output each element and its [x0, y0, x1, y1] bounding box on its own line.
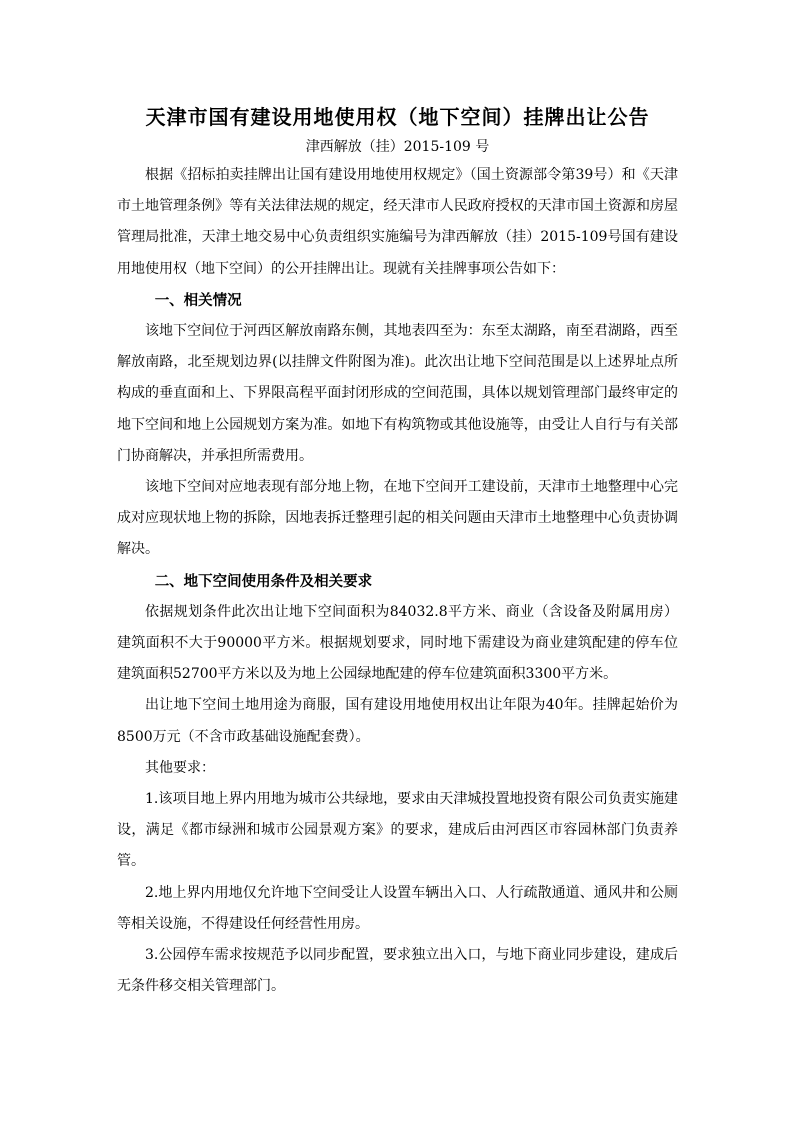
body-paragraph: 出让地下空间土地用途为商服，国有建设用地使用权出让年限为40年。挂牌起始价为8500万元（不含市政基础设施配套费）。 — [117, 697, 678, 745]
document-number: 津西解放（挂）2015-109 号 — [305, 139, 490, 155]
body-paragraph: 该地下空间位于河西区解放南路东侧，其地表四至为：东至太湖路，南至君湖路，西至解放南路，北至规划边界(以挂牌文件附图为准)。此次出让地下空间范围是以上述界址点所构成的垂直面和上、下界限高程平面封闭形成的空间范围，具体以规划管理部门最终审定的地下空间和地上公园规划方案为准。如地下有构筑物或其他设施等，由受让人自行与有关部门协商解决，并承担所需费用。 — [117, 323, 678, 464]
body-paragraph: 该地下空间对应地表现有部分地上物，在地下空间开工建设前，天津市土地整理中心完成对应现状地上物的拆除，因地表拆迁整理引起的相关问题由天津市土地整理中心负责协调解决。 — [117, 479, 678, 558]
section-heading: 二、地下空间使用条件及相关要求 — [154, 572, 373, 590]
body-paragraph: 依据规划条件此次出让地下空间面积为84032.8平方米、商业（含设备及附属用房）建筑面积不大于90000平方米。根据规划要求，同时地下需建设为商业建筑配建的停车位建筑面积52700平方米以及为地上公园绿地配建的停车位建筑面积3300平方米。 — [117, 603, 678, 683]
other-requirements-label: 其他要求： — [145, 759, 215, 776]
document-title: 天津市国有建设用地使用权（地下空间）挂牌出让公告 — [145, 105, 650, 129]
requirement-item: 2.地上界内用地仅允许地下空间受让人设置车辆出入口、人行疏散通道、通风井和公厕等相关设施，不得建设任何经营性用房。 — [117, 884, 678, 932]
section-related-situation — [117, 285, 678, 566]
section-usage-conditions — [117, 566, 678, 1003]
intro-paragraph: 根据《招标拍卖挂牌出让国有建设用地使用权规定》（国土资源部令第39号）和《天津市土地管理条例》等有关法律法规的规定，经天津市人民政府授权的天津市国土资源和房屋管理局批准，天津土地交易中心负责组织实施编号为津西解放（挂）2015-109号国有建设用地使用权（地下空间）的公开挂牌出让。现就有关挂牌事项公告如下： — [117, 167, 678, 277]
requirement-item: 1.该项目地上界内用地为城市公共绿地，要求由天津城投置地投资有限公司负责实施建设，满足《都市绿洲和城市公园景观方案》的要求，建成后由河西区市容园林部门负责养管。 — [117, 791, 678, 870]
requirement-item: 3.公园停车需求按规范予以同步配置，要求独立出入口，与地下商业同步建设，建成后无条件移交相关管理部门。 — [117, 947, 678, 995]
section-heading: 一、相关情况 — [154, 291, 242, 309]
